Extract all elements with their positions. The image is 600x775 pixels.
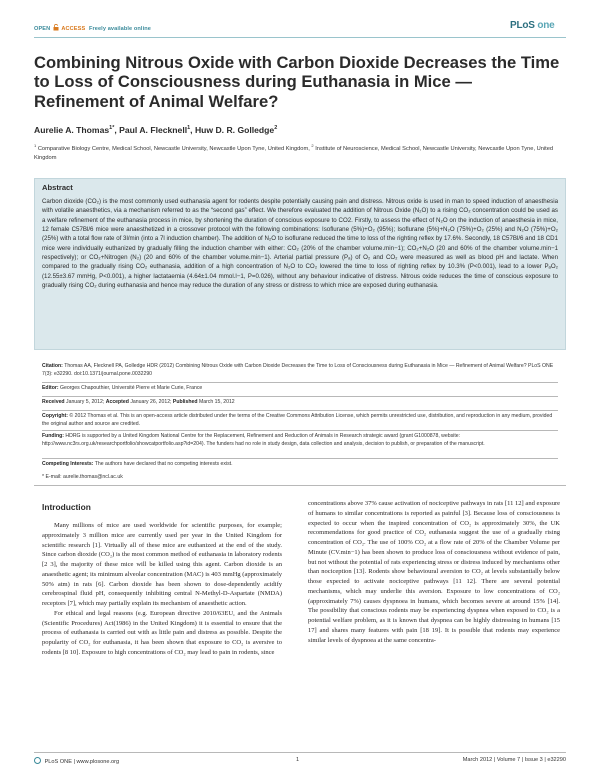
author-list: Aurelie A. Thomas$^{1*}$, Paul A. Flecknell$^1$, Huw D. R. Golledge$^2$: [34, 125, 278, 135]
footer-journal: [34, 757, 119, 765]
received-date: January 5, 2012;: [66, 399, 105, 405]
body-paragraph: concentrations above 37% cause activation of nociceptive pathways in rats [11 12] and exposure of humans to similar concentrations is reported as painful [3]. Because loss of consciousness is expected to occur when the inspired concentration of CO₂ is approximately 30%, the UK recommendations for good practice of CO₂ euthanasia suggest the use of a gradually rising concentration of CO₂. The use of 100% CO₂ at a flow rate of 20% of the Chamber Volume per Minute (CV.min−1) has been shown to produce loss of consciousness without evidence of pain, but not without the potential of rats experiencing stress or distress induced by mechanisms other than nociception [13]. Rodents show behavioural aversion to CO₂ at levels substantially below those expected to activate nociceptive pathways [11 12]. There are several potential mechanisms, which may underlie this aversion. Exposure to low concentrations of CO₂ (approximately 7%) causes dyspnoea in humans, which becomes severe at around 15% [14]. The possibility that conscious rodents may be experiencing dyspnea when exposed to CO₂ is a potential welfare problem, as it is known that dyspnea can be highly distressing in humans [15 17] and shares many features with pain [18 19]. It is possible that rodents may experience similar levels of dyspnoea at the same concentra-: [308, 500, 560, 644]
access-label: ACCESS: [61, 26, 86, 32]
footer-divider: [34, 752, 566, 753]
competing-interests: [42, 461, 558, 469]
logo-sub: one: [537, 20, 555, 31]
author-name: Paul A. Flecknell: [119, 125, 188, 135]
footer-site[interactable]: www.plosone.org: [76, 759, 120, 765]
competing-label: Competing Interests:: [42, 461, 94, 467]
open-access-banner: [34, 24, 151, 33]
copyright: [42, 413, 558, 429]
published-date: March 15, 2012: [198, 399, 235, 405]
received-label: Received: [42, 399, 65, 405]
meta-divider: [42, 410, 558, 411]
body-column-right: [308, 499, 560, 645]
freely-available-label: Freely available online: [88, 26, 151, 32]
author-affil-marker: 2: [274, 125, 278, 132]
editor: [42, 385, 558, 393]
plos-one-logo: [510, 20, 555, 31]
meta-divider: [42, 430, 558, 431]
abstract-text: Carbon dioxide (CO₂) is the most commonly used euthanasia agent for rodents despite potentially causing pain and distress. Nitrous oxide is used in man to speed induction of anaesthesia with volatile anaesthetics, via a mechanism referred to as the “second gas” effect. We therefore evaluated the addition of Nitrous Oxide (N₂O) to a rising CO₂ concentration could be used as a welfare refinement of the euthanasia process in mice, by shortening the duration of conscious exposure to CO2. Firstly, to assess the effect of N₂O on the induction of anaesthesia in mice, 12 female C57Bl/6 mice were anaesthetized in a crossover protocol with the following combinations: Isoflurane (5%)+O₂ (95%); Isoflurane (5%)+N₂O (75%)+O₂ (25%) and N₂O (75%)+O₂ (25%) with a total flow rate of 3l/min (into a 7l induction chamber). The addition of N₂O to isoflurane reduced the time to loss of the righting reflex by 17.6%. Secondly, 18 C57Bl/6 and 18 CD1 mice were individually euthanized by gradually filling the induction chamber with either: CO₂ (20% of the chamber volume.min−1); CO₂+N₂O (20 and 60% of the chamber volume.min−1 respectively); or CO₂+Nitrogen (N₂) (20 and 60% of the chamber volume.min−1). Arterial partial pressure (Pₐ) of O₂ and CO₂ were measured as well as blood pH and lactate. When compared to the gradually rising CO₂ euthanasia, addition of a high concentration of N₂O to CO₂ lowered the time to loss of righting reflex by 10.3% (P<0.001), lead to a lower PₐO₂ (12.55±3.67 mmHg, P<0.001), a higher lactataemia (4.64±1.04 mmol.l−1, P=0.026), without any behaviour indicative of distress. Nitrous oxide reduces the time of conscious exposure to gradually rising CO₂ during euthanasia and hence may reduce the duration of any stress or distress to which mice are exposed during euthanasia.: [42, 198, 558, 290]
plos-mini-logo-icon: [34, 757, 41, 764]
footer-journal-name: PLoS ONE: [44, 759, 72, 765]
author-affil-marker: 1*: [109, 125, 115, 132]
email-divider: [34, 485, 566, 486]
author-name: Aurelie A. Thomas: [34, 125, 110, 135]
affil-marker: 2: [311, 143, 314, 148]
body-paragraph: Many millions of mice are used worldwide for scientific purposes, for example; approximately 3 million mice are currently used per year in the United Kingdom for scientific research [1]. Virtually all of these mice are euthanized at the end of the study. Since carbon dioxide (CO₂) is the most common method of euthanasia in laboratory rodents [2 3], the majority of these mice will be killed using this agent. Carbon dioxide is an anaesthetic agent; its minimum alveolar concentration (MAC) is 403 mmHg (approximately 50% atm) in rats [6]. Carbon dioxide has been shown to dose-dependently acidify cerebrospinal fluid pH, consequently inhibiting central N-Methyl-D-Aspartate (NMDA) receptors [7], which may partially explain its mechanism of anaesthetic action.: [42, 522, 282, 607]
citation-text: Thomas AA, Flecknell PA, Golledge HDR (2012) Combining Nitrous Oxide with Carbon Dioxide Decreases the Time to Loss of Consciousness during Euthanasia in Mice — Refinement of Animal Welfare? PLoS ONE 7(3): e32290. doi:10.1371/journal.pone.0032290: [42, 363, 554, 377]
footer-issue: March 2012 | Volume 7 | Issue 3 | e32290: [462, 757, 566, 763]
author-name: Huw D. R. Golledge: [194, 125, 275, 135]
editor-text: Georges Chapouthier, Université Pierre et Marie Curie, France: [60, 385, 203, 391]
competing-text: The authors have declared that no competing interests exist.: [94, 461, 233, 467]
accepted-date: January 26, 2012;: [130, 399, 172, 405]
editor-label: Editor:: [42, 385, 59, 391]
citation-label: Citation:: [42, 363, 63, 369]
corresponding-email[interactable]: * E-mail: aurelie.thomas@ncl.ac.uk: [42, 474, 123, 480]
copyright-label: Copyright:: [42, 413, 68, 419]
page-number: 1: [296, 757, 300, 763]
article-title: Combining Nitrous Oxide with Carbon Dioxide Decreases the Time to Loss of Consciousness during Euthanasia in Mice — Refinement of Animal Welfare?: [34, 53, 560, 111]
meta-divider: [42, 396, 558, 397]
funding-text: HDRG is supported by a United Kingdom National Centre for the Replacement, Refinement and Reduction of Animals in Research strategic award (grant G1000878, website: http://www.nc3rs.org.uk/researchportfolio/showcatportfolio.asp?id=204). The funders had no role in study design, data collection and analysis, decision to publish, or preparation of the manuscript.: [42, 433, 485, 447]
footer-separator: |: [73, 759, 77, 765]
citation: [42, 363, 558, 379]
publication-dates: [42, 399, 558, 407]
header-divider: [34, 37, 566, 38]
accepted-label: Accepted: [105, 399, 129, 405]
body-paragraph: For ethical and legal reasons (e.g. European directive 2010/63EU, and the Animals (Scientific Procedures) Act(1986) in the United Kingdom) it is essential to ensure that the process of euthanasia is carried out with as little pain and distress as possible. Despite the popularity of CO₂ for euthanasia, it has been shown that exposure to CO₂ is aversive to rodents [8 10]. Exposure to high concentrations of CO₂ may lead to pain in rodents, since: [42, 609, 282, 656]
meta-divider: [42, 382, 558, 383]
open-lock-icon: [53, 24, 59, 33]
funding-label: Funding:: [42, 433, 64, 439]
introduction-heading: Introduction: [42, 502, 91, 512]
published-label: Published: [172, 399, 198, 405]
affiliation-1: Comparative Biology Centre, Medical School, Newcastle University, Newcastle Upon Tyne, United Kingdom,: [37, 145, 310, 152]
open-label: OPEN: [34, 26, 51, 32]
funding: [42, 433, 558, 449]
affiliations: [34, 141, 566, 163]
body-column-left: [42, 521, 282, 658]
author-affil-marker: 1: [187, 125, 191, 132]
affil-marker: 1: [34, 143, 37, 148]
logo-main: PLoS: [510, 20, 535, 31]
copyright-text: © 2012 Thomas et al. This is an open-access article distributed under the terms of the Creative Commons Attribution License, which permits unrestricted use, distribution, and reproduction in any medium, provided the original author and source are credited.: [42, 413, 553, 427]
affiliation-2: Institute of Neuroscience, Medical School, Newcastle University, Newcastle Upon Tyne, United Kingdom: [34, 145, 554, 162]
abstract-heading: Abstract: [42, 183, 73, 192]
meta-divider: [42, 458, 558, 459]
